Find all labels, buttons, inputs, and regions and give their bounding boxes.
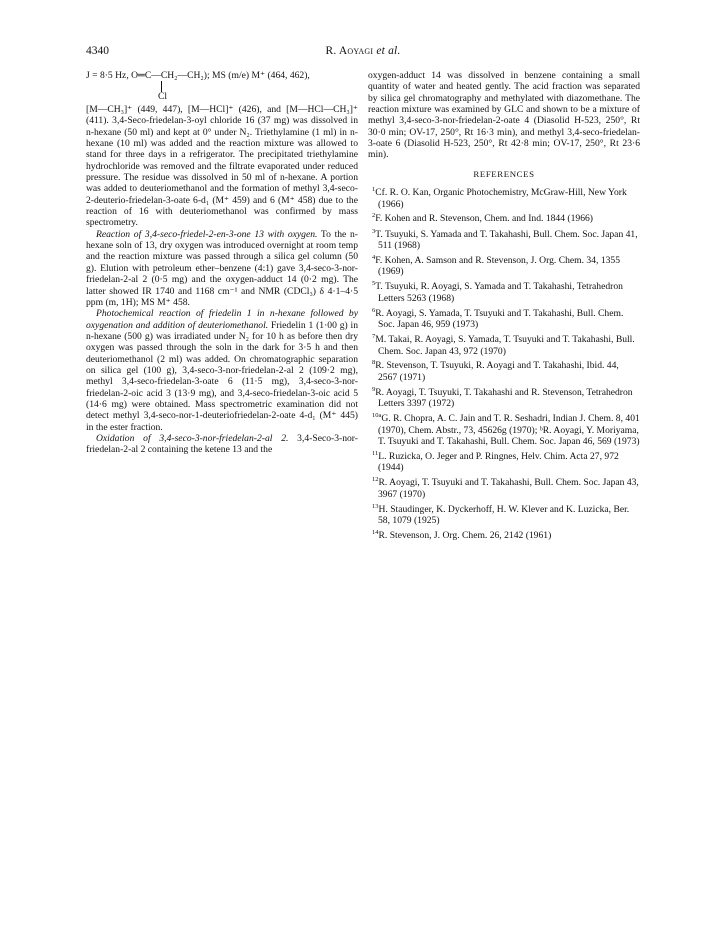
formula-fragment [86,70,358,104]
reference-number: 14 [372,528,379,536]
reference-number: 2 [372,212,376,220]
page-header [86,45,640,61]
right-column [368,70,640,542]
reference-text: M. Takai, R. Aoyagi, S. Yamada, T. Tsuyuki and T. Takahashi, Bull. Chem. Soc. Japan 43, 972 (1970) [375,334,635,357]
paragraph-oxidation [86,433,358,456]
paragraph-photochemical [86,308,358,433]
reference-item [368,210,640,225]
reference-item [368,305,640,331]
reference-text: F. Kohen, A. Samson and R. Stevenson, J. Org. Chem. 34, 1355 (1969) [375,255,621,278]
reference-item [368,474,640,500]
reference-number: 13 [372,502,379,510]
reference-item [368,226,640,252]
reference-text: G. R. Chopra, A. C. Jain and T. R. Seshadri, Indian J. Chem. 8, 401 (1970), Chem. Abstr., 73, 45626g (1970); ᵇR. Aoyagi, Y. Moriyama, T. Tsuyuki and T. Takahashi, Bull. Chem. Soc. Japan 46, 569 (1973) [378,413,640,447]
reference-text: Cf. R. O. Kan, Organic Photochemistry, McGraw-Hill, New York (1966) [375,187,627,210]
paragraph-heading: Reaction of 3,4-seco-friedel-2-en-3-one 13 with oxygen. [96,228,318,240]
formula-line: J = 8·5 Hz, O═C—CH₂—CH₂); MS (m/e) M⁺ (464, 462), [86,70,310,81]
running-head-suffix: et al. [376,45,401,57]
paragraph-body: Friedelin 1 (1·00 g) in n-hexane (500 g) was irradiated under N₂ for 10 h as before then dry oxygen was passed through the soln in the dark for 3·5 h and then deuteriomethanol (2 ml) was added. On chromatographic separation on silica gel (100 g), 3,4-seco-3-nor-friedelan-2-al 2 (109·2 mg), methyl 3,4-seco-friedelan-3-oate 6 (11·5 mg), 3,4-seco-3-nor-friedelan-2-oic acid 3 (13·9 mg), and 3,4-seco-friedelan-3-oic acid 5 (14·6 mg) were obtained. Mass spectrometric examination did not detect methyl 3,4-seco-nor-1-deuteriofriedelan-2-oate 4-d₁ (M⁺ 445) in the ester fraction. [86,319,358,433]
reference-text: R. Aoyagi, T. Tsuyuki, T. Takahashi and R. Stevenson, Tetrahedron Letters 3397 (1972) [375,386,633,410]
reference-number: 12 [372,476,379,484]
paragraph-acid-chloride: [M—CH₃]⁺ (449, 447), [M—HCl]⁺ (426), and [M—HCl—CH₃]⁺ (411). 3,4-Seco-friedelan-3-oyl chloride 16 (37 mg) was dissolved in n-hexane (50 ml) and kept at 0° under N₂. Triethylamine (1 ml) in n-hexane (10 ml) was added and the reaction mixture was allowed to stand for three days in a refrigerator. The precipitated triethylamine hydrochloride was removed and the filtrate evaporated under reduced pressure. The residue was dissolved in 50 ml of n-hexane. A portion was added to deuteriomethanol and the formation of methyl 3,4-seco-2-deuterio-friedelan-3-oate 6-d₁ (M⁺ 459) and 6 (M⁺ 458) due to the reaction of 16 with deuteriomethanol was confirmed by mass spectrometry. [86,104,358,229]
paragraph-heading: Oxidation of 3,4-seco-3-nor-friedelan-2-al 2. [96,432,289,444]
reference-text: R. Stevenson, T. Tsuyuki, R. Aoyagi and T. Takahashi, Ibid. 44, 2567 (1971) [375,360,619,383]
reference-number: 4 [372,253,376,261]
reference-item [368,278,640,304]
reference-item [368,331,640,357]
paragraph-oxygen-reaction [86,229,358,308]
reference-text: F. Kohen and R. Stevenson, Chem. and Ind. 1844 (1966) [375,213,593,225]
reference-number: 7 [372,333,376,340]
reference-text: T. Tsuyuki, R. Aoyagi, S. Yamada and T. Takahashi, Tetrahedron Letters 5263 (1968) [375,281,623,304]
reference-item [368,410,640,447]
running-head-initial: R. A [325,45,348,57]
reference-text: H. Staudinger, K. Dyckerhoff, H. W. Klever and K. Luzicka, Ber. 58, 1079 (1925) [378,503,630,527]
reference-item [368,448,640,474]
paragraph-heading: Photochemical reaction of friedelin 1 in n-hexane followed by oxygenation and addition of deuteriomethanol. [86,308,358,331]
reference-number: 5 [372,280,376,288]
reference-item [368,501,640,527]
page-number: 4340 [86,45,109,57]
reference-number: 3 [372,227,376,235]
paragraph-oxidation-continued: oxygen-adduct 14 was dissolved in benzene containing a small quantity of water and heated gently. The acid fraction was separated by silica gel chromatography and methylated with diazomethane. The reaction mixture was examined by GLC and shown to be a mixture of methyl 3,4-seco-3-nor-friedelan-2-oate 4 (Diasolid H-523, 250°, Rt 30·0 min; OV-17, 250°, Rt 16·3 min), and methyl 3,4-seco-friedelan-3-oate 6 (Diasolid H-523, 250°, Rt 42·8 min; OV-17, 250°, Rt 23·6 min). [368,70,640,161]
reference-item [368,384,640,410]
left-column [86,70,358,456]
reference-number: 10a [372,412,382,420]
reference-item [368,252,640,278]
reference-item [368,357,640,383]
reference-text: L. Ruzicka, O. Jeger and P. Ringnes, Helv. Chim. Acta 27, 972 (1944) [378,451,619,474]
reference-item [368,184,640,210]
reference-text: T. Tsuyuki, S. Yamada and T. Takahashi, Bull. Chem. Soc. Japan 41, 511 (1968) [375,228,638,252]
reference-text: R. Aoyagi, T. Tsuyuki and T. Takahashi, Bull. Chem. Soc. Japan 43, 3967 (1970) [378,477,639,500]
paragraph-body: 3,4-Seco-3-nor-friedelan-2-al 2 containing the ketene 13 and the [86,432,358,456]
reference-item [368,527,640,542]
reference-text: R. Aoyagi, S. Yamada, T. Tsuyuki and T. Takahashi, Bull. Chem. Soc. Japan 46, 959 (1973) [375,307,624,331]
running-head [86,45,640,57]
paragraph-body: To the n-hexane soln of 13, dry oxygen was introduced overnight at room temp and the reaction mixture was passed through a silica gel column (50 g). Elution with petroleum ether–benzene (4:1) gave 3,4-seco-3-nor-friedelan-2-al 2 (0·5 mg) and the oxygen-adduct 14 (0·2 mg). The latter showed IR 1740 and 1168 cm⁻¹ and NMR (CDCl₃) δ 4·1–4·5 ppm (m, 1H); MS M⁺ 458. [86,228,358,308]
formula-chlorine: Cl [158,91,168,102]
reference-number: 11 [372,449,379,457]
references-heading: REFERENCES [473,168,535,179]
reference-number: 8 [372,359,376,367]
reference-text: R. Stevenson, J. Org. Chem. 26, 2142 (1961) [378,530,552,542]
running-head-surname: oyagi [347,45,374,57]
reference-number: 1 [372,186,376,194]
references-list [368,184,640,541]
reference-number: 9 [372,385,376,393]
reference-number: 6 [372,306,376,314]
